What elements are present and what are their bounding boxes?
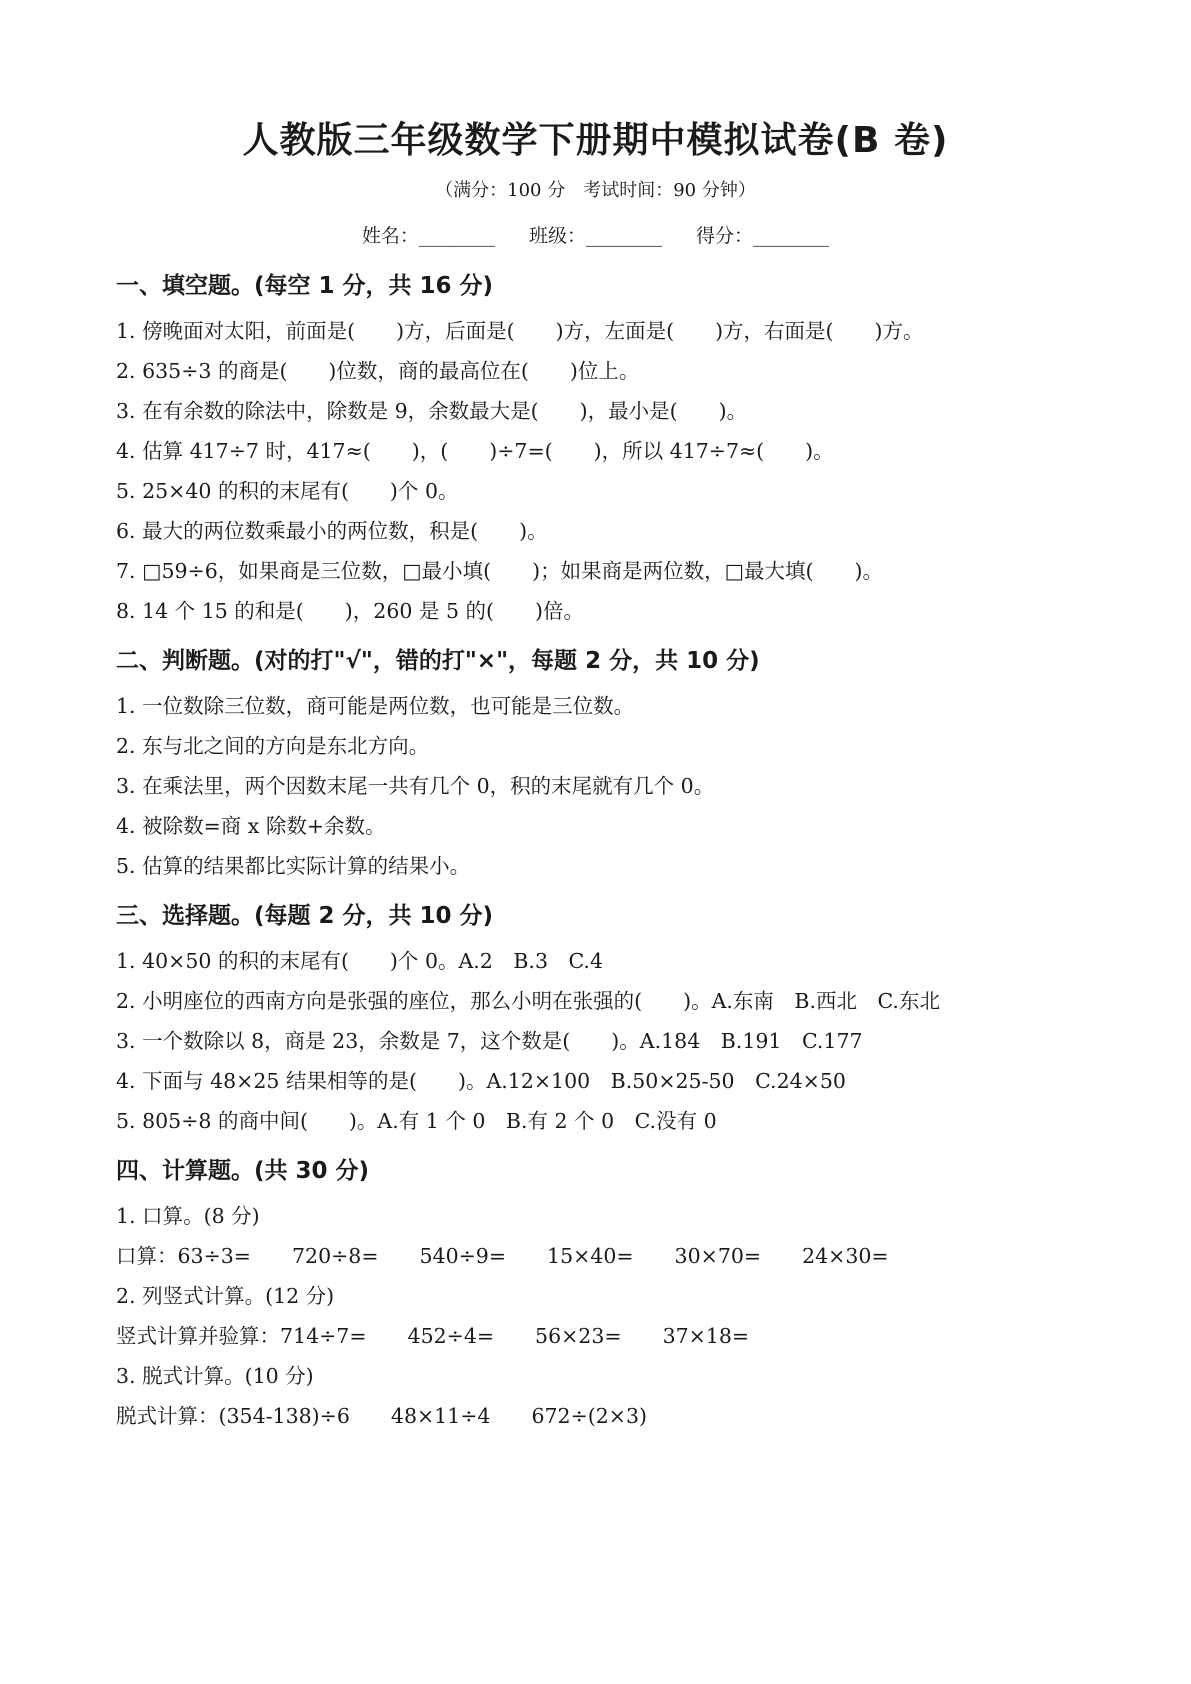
question: 5. 805÷8 的商中间( )。A.有 1 个 0 B.有 2 个 0 C.没有 0 <box>116 1109 717 1133</box>
question: 3. 一个数除以 8，商是 23，余数是 7，这个数是( )。A.184 B.191 C.177 <box>116 1029 863 1053</box>
section-title: 二、判断题。(对的打"√"，错的打"×"，每题 2 分，共 10 分) <box>116 648 760 674</box>
question: 7. □59÷6，如果商是三位数，□最小填( )；如果商是两位数，□最大填( )。 <box>116 559 883 583</box>
problem-line: 口算：63÷3= 720÷8= 540÷9= 15×40= 30×70= 24×30= <box>116 1244 889 1268</box>
question: 3. 在乘法里，两个因数末尾一共有几个 0，积的末尾就有几个 0。 <box>116 774 715 798</box>
question: 1. 一位数除三位数，商可能是两位数，也可能是三位数。 <box>116 694 635 718</box>
section-fill-blank <box>116 268 1076 629</box>
question: 5. 估算的结果都比实际计算的结果小。 <box>116 854 471 878</box>
question: 2. 小明座位的西南方向是张强的座位，那么小明在张强的( )。A.东南 B.西北 C.东北 <box>116 989 940 1013</box>
question: 4. 估算 417÷7 时，417≈( )，( )÷7=( )，所以 417÷7≈( )。 <box>116 439 834 463</box>
question: 4. 下面与 48×25 结果相等的是( )。A.12×100 B.50×25-50 C.24×50 <box>116 1069 846 1093</box>
question: 5. 25×40 的积的末尾有( )个 0。 <box>116 479 459 503</box>
name-field: 姓名：________ <box>361 225 495 247</box>
section-calculation <box>116 1153 1076 1434</box>
question: 2. 列竖式计算。(12 分) <box>116 1284 335 1308</box>
exam-subtitle: （满分：100 分 考试时间：90 分钟） <box>435 180 756 201</box>
question: 3. 在有余数的除法中，除数是 9，余数最大是( )，最小是( )。 <box>116 399 748 423</box>
score-field: 得分：________ <box>696 225 830 247</box>
class-field: 班级：________ <box>528 225 662 247</box>
exam-content <box>116 268 1076 1448</box>
question: 8. 14 个 15 的和是( )，260 是 5 的( )倍。 <box>116 599 585 623</box>
question: 4. 被除数=商 x 除数+余数。 <box>116 814 386 838</box>
question: 1. 口算。(8 分) <box>116 1204 260 1228</box>
question: 1. 傍晚面对太阳，前面是( )方，后面是( )方，左面是( )方，右面是( )方。 <box>116 319 924 343</box>
problem-line: 竖式计算并验算：714÷7= 452÷4= 56×23= 37×18= <box>116 1324 750 1348</box>
question: 1. 40×50 的积的末尾有( )个 0。A.2 B.3 C.4 <box>116 949 603 973</box>
problem-line: 脱式计算：(354-138)÷6 48×11÷4 672÷(2×3) <box>116 1404 648 1428</box>
student-info-line <box>0 221 1191 248</box>
page-title: 人教版三年级数学下册期中模拟试卷(B 卷) <box>242 120 949 161</box>
section-multiple-choice <box>116 898 1076 1139</box>
question: 2. 635÷3 的商是( )位数，商的最高位在( )位上。 <box>116 359 640 383</box>
section-title: 三、选择题。(每题 2 分，共 10 分) <box>116 903 494 929</box>
question: 6. 最大的两位数乘最小的两位数，积是( )。 <box>116 519 548 543</box>
question: 2. 东与北之间的方向是东北方向。 <box>116 734 430 758</box>
section-true-false <box>116 643 1076 884</box>
section-title: 四、计算题。(共 30 分) <box>116 1158 370 1184</box>
question: 3. 脱式计算。(10 分) <box>116 1364 314 1388</box>
section-title: 一、填空题。(每空 1 分，共 16 分) <box>116 273 494 299</box>
